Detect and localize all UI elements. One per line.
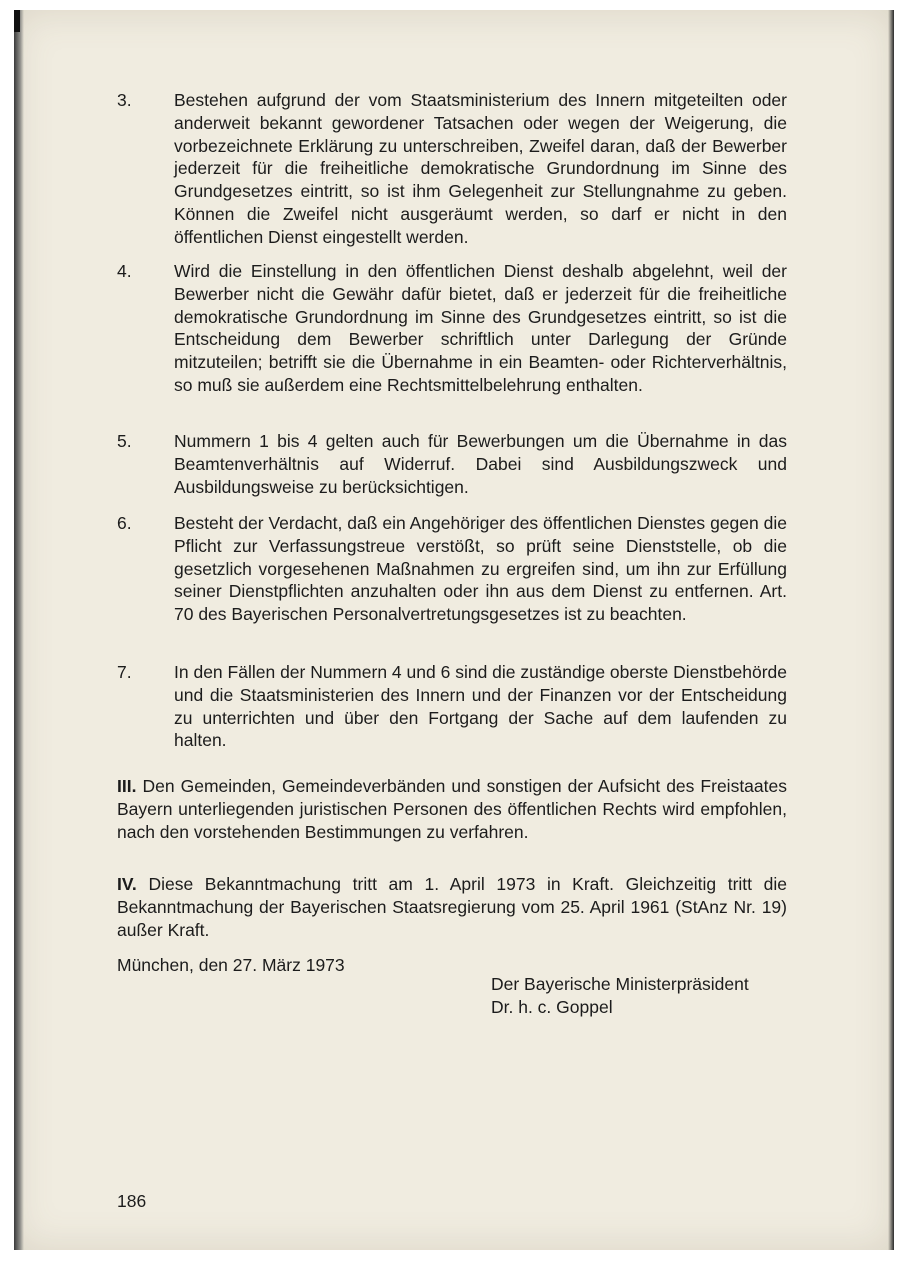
signature-title: Der Bayerische Ministerpräsident xyxy=(491,974,749,994)
item-number: 4. xyxy=(117,261,132,281)
signature-block xyxy=(491,973,749,1019)
item-text: Wird die Einstellung in den öffentlichen Dienst deshalb abgelehnt, weil der Bewerber nicht die Gewähr dafür bietet, daß er jederzeit für die freiheitliche demokratische Grundordnung im Sinne des Grundgesetzes eintritt, so ist die Entscheidung dem Bewerber schriftlich unter Darlegung der Gründe mitzuteilen; betrifft sie die Übernahme in ein Beamten- oder Richterverhältnis, so muß sie außerdem eine Rechtsmittelbelehrung enthalten. xyxy=(174,261,787,395)
item-text: Besteht der Verdacht, daß ein Angehöriger des öffentlichen Dienstes gegen die Pflicht zur Verfassungstreue verstößt, so prüft seine Dienststelle, ob die gesetzlich vorgesehenen Maßnahmen zu ergreifen sind, um ihn zur Erfüllung seiner Dienstpflichten anzuhalten oder ihn aus dem Dienst zu entfernen. Art. 70 des Bayerischen Personalvertretungsgesetzes ist zu beachten. xyxy=(174,513,787,625)
section-text: Den Gemeinden, Gemeindeverbänden und sonstigen der Aufsicht des Freistaates Bayern unterliegenden juristischen Personen des öffentlichen Rechts wird empfohlen, nach den vorstehenden Bestimmungen zu verfahren. xyxy=(117,776,787,842)
place-date: München, den 27. März 1973 xyxy=(117,955,345,975)
item-number: 6. xyxy=(117,513,132,533)
page-edge-left xyxy=(14,10,24,1250)
section-numeral: III. xyxy=(117,776,137,796)
item-text: In den Fällen der Nummern 4 und 6 sind die zuständige oberste Dienstbehörde und die Staatsministerien des Innern und der Finanzen vor der Entscheidung zu unterrichten und über den Fortgang der Sache auf dem laufenden zu halten. xyxy=(174,662,787,751)
list-item-3 xyxy=(117,89,787,249)
list-item-6 xyxy=(117,512,787,626)
section-iii xyxy=(117,775,787,843)
section-text: Diese Bekanntmachung tritt am 1. April 1973 in Kraft. Gleichzeitig tritt die Bekanntmachung der Bayerischen Staatsregierung vom 25. April 1961 (StAnz Nr. 19) außer Kraft. xyxy=(117,874,787,940)
item-number: 3. xyxy=(117,90,132,110)
signature-name: Dr. h. c. Goppel xyxy=(491,996,613,1017)
list-item-7 xyxy=(117,661,787,752)
page-number: 186 xyxy=(117,1191,147,1211)
section-iv xyxy=(117,873,787,941)
item-number: 5. xyxy=(117,431,132,451)
section-numeral: IV. xyxy=(117,874,137,894)
item-number: 7. xyxy=(117,662,132,682)
page-edge-right xyxy=(888,10,894,1250)
list-item-5 xyxy=(117,430,787,498)
item-text: Bestehen aufgrund der vom Staatsministerium des Innern mitgeteilten oder anderweit bekannt gewordener Tatsachen oder wegen der Weigerung, die vorbezeichnete Erklärung zu unterschreiben, Zweifel daran, daß der Bewerber jederzeit für die freiheitliche demokratische Grundordnung im Sinne des Grundgesetzes eintritt, so ist ihm Gelegenheit zur Stellungnahme zu geben. Können die Zweifel nicht ausgeräumt werden, so darf er nicht in den öffentlichen Dienst eingestellt werden. xyxy=(174,90,787,247)
list-item-4 xyxy=(117,260,787,397)
corner-mark xyxy=(14,10,20,32)
item-text: Nummern 1 bis 4 gelten auch für Bewerbungen um die Übernahme in das Beamtenverhältnis auf Widerruf. Dabei sind Ausbildungszweck und Ausbildungsweise zu berücksichtigen. xyxy=(174,431,787,497)
